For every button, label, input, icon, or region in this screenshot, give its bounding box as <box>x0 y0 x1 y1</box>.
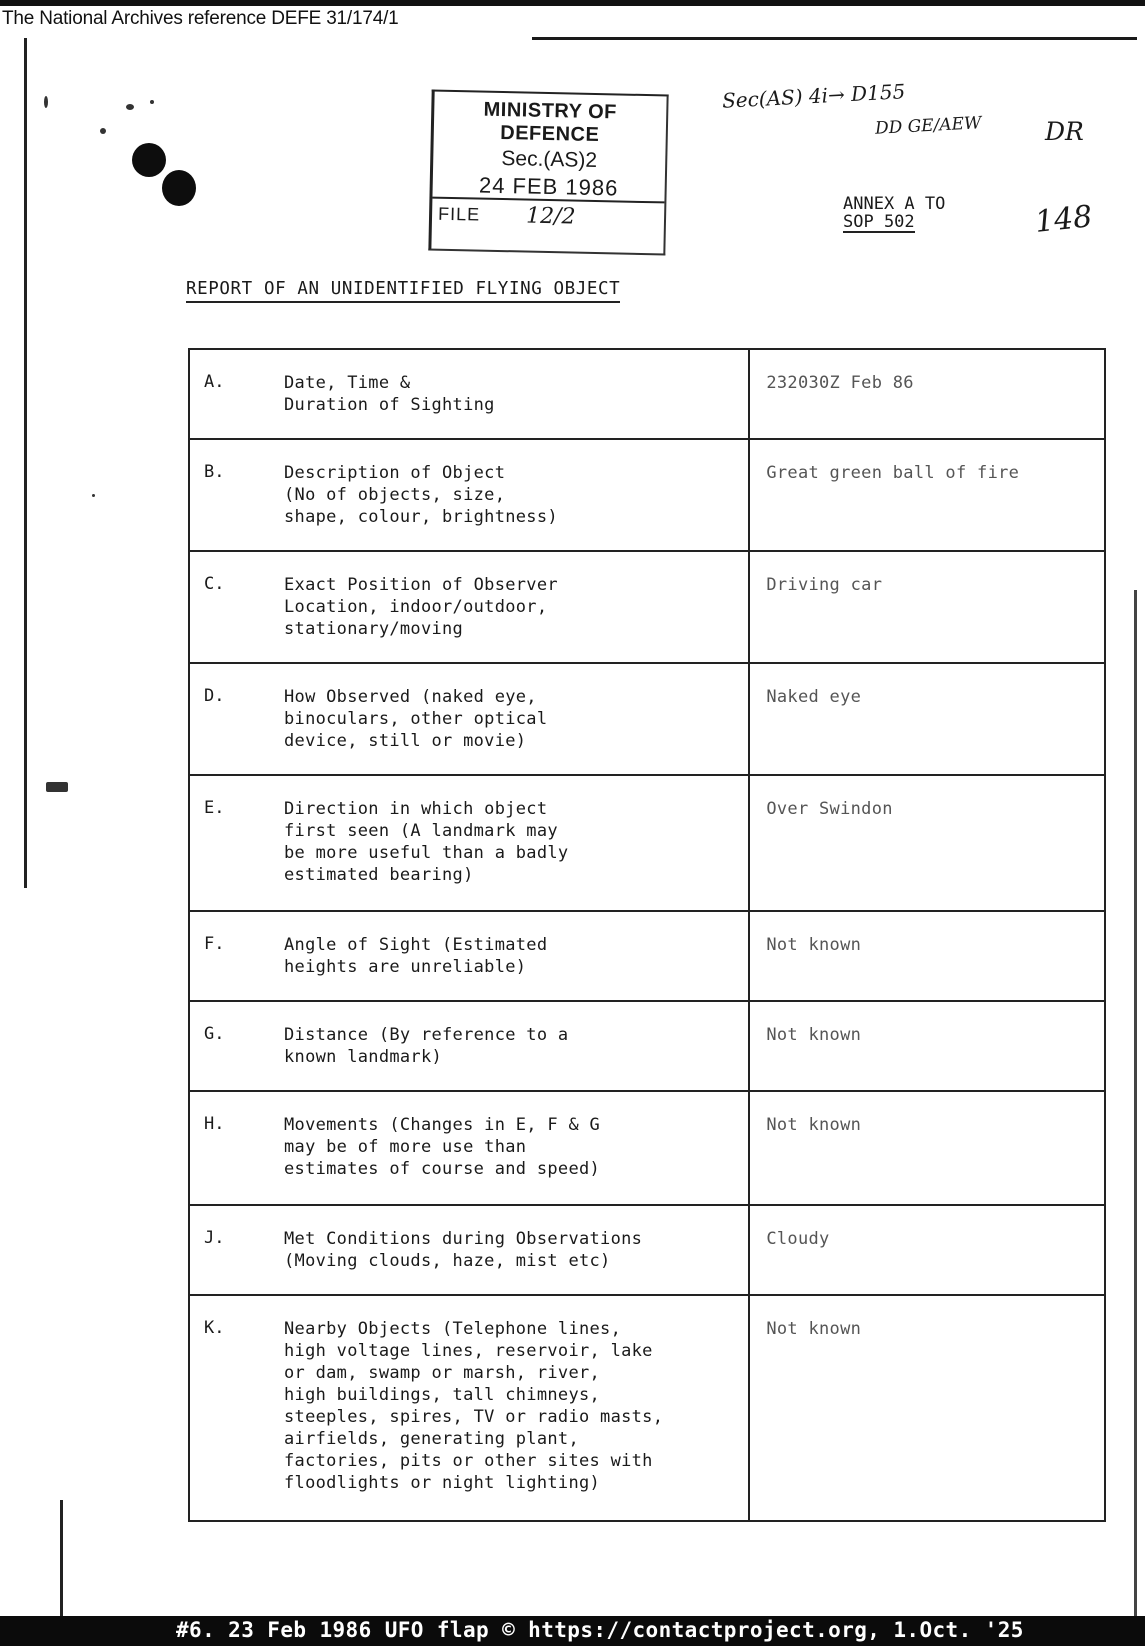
question-text: Met Conditions during Observations (Moving clouds, haze, mist etc) <box>284 1229 643 1271</box>
answer-cell <box>749 551 1105 663</box>
answer-text: Not known <box>766 1319 862 1339</box>
answer-cell <box>749 439 1105 551</box>
scan-speck <box>92 494 95 497</box>
copyright-footer <box>0 1616 1145 1646</box>
question-cell <box>189 1091 749 1205</box>
question-cell <box>189 551 749 663</box>
question-cell <box>189 663 749 775</box>
punch-hole-mark <box>132 143 166 177</box>
answer-text: Great green ball of fire <box>766 463 1020 483</box>
form-row-b <box>189 439 1105 551</box>
question-cell <box>189 1001 749 1091</box>
answer-text: Cloudy <box>766 1229 830 1249</box>
annex-line-1: ANNEX A TO <box>843 194 946 214</box>
ministry-received-stamp <box>428 90 668 256</box>
form-row-c <box>189 551 1105 663</box>
form-row-f <box>189 911 1105 1001</box>
answer-cell <box>749 911 1105 1001</box>
row-letter: A. <box>204 372 225 392</box>
row-letter: K. <box>204 1318 225 1338</box>
row-letter: D. <box>204 686 225 706</box>
scan-speck <box>46 782 68 792</box>
form-row-h <box>189 1091 1105 1205</box>
row-letter: F. <box>204 934 225 954</box>
question-cell <box>189 1205 749 1295</box>
answer-text: 232030Z Feb 86 <box>766 373 914 393</box>
answer-cell <box>749 1091 1105 1205</box>
answer-text: Driving car <box>766 575 883 595</box>
scan-speck <box>100 128 106 134</box>
answer-cell <box>749 1295 1105 1521</box>
row-letter: E. <box>204 798 225 818</box>
question-text: Movements (Changes in E, F & G may be of more use than estimates of course and speed) <box>284 1115 601 1179</box>
question-text: Date, Time & Duration of Sighting <box>284 373 495 415</box>
handwritten-initials: DR <box>1045 117 1084 146</box>
question-cell <box>189 911 749 1001</box>
form-row-a <box>189 349 1105 439</box>
stamp-ministry: MINISTRY OF DEFENCE <box>483 98 618 147</box>
question-text: How Observed (naked eye, binoculars, other optical device, still or movie) <box>284 687 548 751</box>
question-cell <box>189 349 749 439</box>
question-text: Angle of Sight (Estimated heights are unreliable) <box>284 935 548 977</box>
row-letter: C. <box>204 574 225 594</box>
annex-reference <box>843 195 945 233</box>
row-letter: H. <box>204 1114 225 1134</box>
answer-text: Not known <box>766 1025 862 1045</box>
row-letter: G. <box>204 1024 225 1044</box>
scan-speck <box>126 104 134 110</box>
answer-cell <box>749 775 1105 911</box>
answer-cell <box>749 349 1105 439</box>
left-margin-rule <box>24 38 27 888</box>
handwritten-folio-number: 148 <box>1033 199 1094 240</box>
question-cell <box>189 775 749 911</box>
top-rule <box>532 37 1137 40</box>
answer-text: Not known <box>766 1115 862 1135</box>
footer-text: #6. 23 Feb 1986 UFO flap © https://contactproject.org, 1.Oct. '25 <box>176 1618 1024 1642</box>
stamp-date: 24 FEB 1986 <box>478 172 619 201</box>
question-text: Nearby Objects (Telephone lines, high voltage lines, reservoir, lake or dam, swamp or marsh, river, high buildings, tall chimneys, steeples, spires, TV or radio masts, airfields, generating plant, factories, pits or other sites with floodlights or night lighting) <box>284 1319 664 1493</box>
row-letter: J. <box>204 1228 225 1248</box>
punch-hole-mark <box>162 170 196 206</box>
answer-text: Naked eye <box>766 687 862 707</box>
ufo-report-form <box>188 348 1106 1522</box>
question-text: Exact Position of Observer Location, indoor/outdoor, stationary/moving <box>284 575 558 639</box>
form-row-d <box>189 663 1105 775</box>
stamp-file-label: FILE <box>437 203 481 225</box>
question-text: Direction in which object first seen (A landmark may be more useful than a badly estimated bearing) <box>284 799 569 885</box>
question-text: Distance (By reference to a known landmark) <box>284 1025 569 1067</box>
archive-reference: The National Archives reference DEFE 31/174/1 <box>2 8 399 29</box>
stamp-section: Sec.(AS)2 <box>501 147 598 173</box>
form-row-j <box>189 1205 1105 1295</box>
question-text: Description of Object (No of objects, size, shape, colour, brightness) <box>284 463 558 527</box>
form-row-e <box>189 775 1105 911</box>
row-letter: B. <box>204 462 225 482</box>
form-row-k <box>189 1295 1105 1521</box>
scan-speck <box>150 100 154 104</box>
answer-cell <box>749 1205 1105 1295</box>
handwritten-routing-2: DD GE/AEW <box>874 113 982 139</box>
right-margin-rule <box>1134 590 1137 1630</box>
handwritten-routing: Sec(AS) 4i→ D155 <box>721 79 906 113</box>
stamp-file-number: 12/2 <box>525 203 576 230</box>
question-cell <box>189 1295 749 1521</box>
answer-cell <box>749 663 1105 775</box>
answer-text: Not known <box>766 935 862 955</box>
question-cell <box>189 439 749 551</box>
answer-text: Over Swindon <box>766 799 893 819</box>
report-title: REPORT OF AN UNIDENTIFIED FLYING OBJECT <box>186 279 620 303</box>
form-row-g <box>189 1001 1105 1091</box>
annex-line-2: SOP 502 <box>843 212 915 232</box>
scan-speck <box>44 96 48 108</box>
answer-cell <box>749 1001 1105 1091</box>
top-border <box>0 0 1145 6</box>
